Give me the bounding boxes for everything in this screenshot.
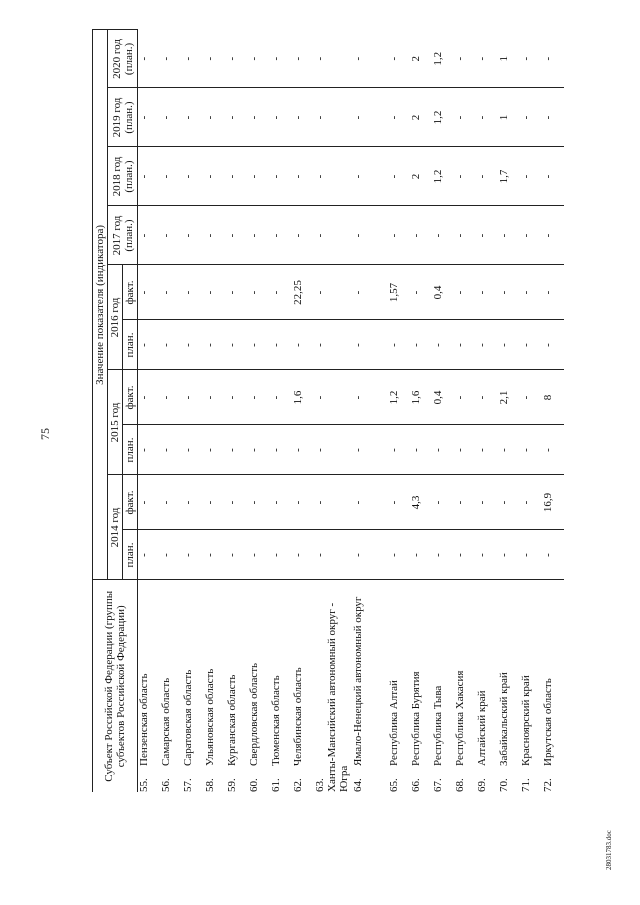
value-cell: -	[270, 530, 292, 580]
value-cell: -	[352, 206, 388, 265]
indicator-header: Значение показателя (индикатора)	[93, 30, 108, 580]
value-cell: -	[498, 475, 520, 530]
value-cell: 0,4	[432, 370, 454, 425]
value-cell: 16,9	[542, 475, 564, 530]
region-cell	[542, 580, 564, 792]
value-cell: -	[248, 370, 270, 425]
row-number: 55.	[138, 778, 150, 792]
value-cell: -	[138, 475, 161, 530]
value-cell: -	[352, 475, 388, 530]
value-cell: -	[542, 265, 564, 320]
fact-2016-header: факт.	[123, 265, 138, 320]
value-cell: -	[248, 530, 270, 580]
region-column-header: Субъект Российской Федерации (группы субъектов Российской Федерации)	[93, 580, 138, 792]
page-number: 75	[38, 428, 52, 440]
value-cell: 2,1	[498, 370, 520, 425]
value-cell: -	[476, 30, 498, 88]
row-number: 68.	[453, 778, 466, 792]
value-cell: -	[454, 206, 476, 265]
value-cell: -	[226, 265, 248, 320]
value-cell: -	[388, 206, 410, 265]
value-cell: -	[182, 88, 204, 147]
value-cell: -	[454, 370, 476, 425]
value-cell: -	[388, 425, 410, 475]
value-cell: -	[248, 88, 270, 147]
value-cell: -	[204, 320, 226, 370]
value-cell: -	[182, 206, 204, 265]
table-row	[248, 30, 270, 792]
value-cell: -	[314, 147, 352, 206]
region-name: Забайкальский край	[497, 672, 510, 766]
year-2018-header: 2018 год (план.)	[108, 147, 138, 206]
value-cell: -	[520, 147, 542, 206]
value-cell: -	[292, 425, 314, 475]
value-cell: -	[248, 475, 270, 530]
fact-2015-header: факт.	[123, 370, 138, 425]
region-name: Свердловская область	[248, 662, 261, 766]
value-cell: -	[388, 147, 410, 206]
value-cell: -	[352, 147, 388, 206]
value-cell: 2	[410, 88, 432, 147]
value-cell: -	[204, 206, 226, 265]
value-cell: 2	[410, 30, 432, 88]
value-cell: -	[226, 475, 248, 530]
value-cell: -	[160, 475, 182, 530]
region-name: Самарская область	[160, 677, 173, 766]
value-cell: -	[454, 88, 476, 147]
value-cell: -	[160, 88, 182, 147]
value-cell: -	[410, 206, 432, 265]
value-cell: -	[138, 206, 161, 265]
value-cell: -	[314, 30, 352, 88]
value-cell: -	[410, 320, 432, 370]
value-cell: -	[270, 320, 292, 370]
region-name: Республика Тыва	[431, 685, 444, 766]
table-row	[520, 30, 542, 792]
value-cell: -	[520, 30, 542, 88]
value-cell: -	[292, 147, 314, 206]
value-cell: 1,2	[432, 147, 454, 206]
value-cell: -	[352, 320, 388, 370]
value-cell: -	[270, 206, 292, 265]
region-cell	[226, 580, 248, 792]
value-cell: -	[138, 88, 161, 147]
region-name: Республика Алтай	[387, 680, 400, 766]
row-number: 71.	[519, 778, 532, 792]
value-cell: -	[160, 147, 182, 206]
value-cell: -	[314, 265, 352, 320]
region-cell	[498, 580, 520, 792]
value-cell: -	[138, 147, 161, 206]
region-cell	[410, 580, 432, 792]
file-name: 28031783.doc	[605, 830, 613, 870]
value-cell: -	[248, 147, 270, 206]
value-cell: -	[542, 425, 564, 475]
value-cell: -	[476, 320, 498, 370]
region-name: Республика Хакасия	[453, 670, 466, 766]
table-row	[498, 30, 520, 792]
value-cell: -	[226, 30, 248, 88]
table-row	[542, 30, 564, 792]
row-number: 58.	[204, 778, 217, 792]
value-cell: 1,2	[432, 88, 454, 147]
table-row	[314, 30, 352, 792]
row-number: 61.	[270, 778, 283, 792]
value-cell: -	[226, 206, 248, 265]
region-name: Саратовская область	[182, 669, 195, 766]
value-cell: -	[138, 320, 161, 370]
region-name: Республика Бурятия	[409, 671, 422, 766]
value-cell: -	[542, 30, 564, 88]
value-cell: -	[454, 475, 476, 530]
region-cell	[314, 580, 352, 792]
table-row	[204, 30, 226, 792]
region-name: Пензенская область	[138, 673, 150, 766]
value-cell: -	[292, 30, 314, 88]
row-number: 70.	[497, 778, 510, 792]
value-cell: -	[204, 425, 226, 475]
indicator-table	[92, 29, 564, 792]
value-cell: -	[520, 530, 542, 580]
value-cell: -	[248, 265, 270, 320]
fact-2014-header: факт.	[123, 475, 138, 530]
value-cell: -	[226, 320, 248, 370]
region-name: Алтайский край	[475, 690, 488, 766]
table-row	[138, 30, 161, 792]
plan-2016-header: план.	[123, 320, 138, 370]
value-cell: -	[432, 320, 454, 370]
value-cell: -	[226, 370, 248, 425]
value-cell: -	[248, 320, 270, 370]
value-cell: -	[182, 475, 204, 530]
row-number: 65.	[387, 778, 400, 792]
region-cell	[388, 580, 410, 792]
value-cell: -	[204, 30, 226, 88]
value-cell: -	[314, 475, 352, 530]
value-cell: 8	[542, 370, 564, 425]
row-number: 56.	[160, 778, 173, 792]
value-cell: -	[182, 147, 204, 206]
value-cell: -	[432, 206, 454, 265]
value-cell: -	[454, 530, 476, 580]
region-cell	[270, 580, 292, 792]
value-cell: -	[410, 265, 432, 320]
value-cell: -	[454, 320, 476, 370]
value-cell: -	[476, 475, 498, 530]
plan-2014-header: план.	[123, 530, 138, 580]
value-cell: -	[432, 425, 454, 475]
value-cell: -	[542, 320, 564, 370]
value-cell: -	[454, 30, 476, 88]
value-cell: -	[226, 425, 248, 475]
value-cell: 1,6	[410, 370, 432, 425]
value-cell: -	[476, 206, 498, 265]
value-cell: -	[292, 320, 314, 370]
value-cell: -	[204, 530, 226, 580]
value-cell: -	[314, 530, 352, 580]
row-number: 69.	[475, 778, 488, 792]
table-row	[226, 30, 248, 792]
value-cell: -	[138, 530, 161, 580]
region-cell	[352, 580, 388, 792]
value-cell: -	[292, 475, 314, 530]
region-cell	[160, 580, 182, 792]
value-cell: -	[248, 206, 270, 265]
value-cell: -	[542, 206, 564, 265]
region-name: Иркутская область	[541, 678, 554, 766]
value-cell: -	[498, 265, 520, 320]
value-cell: -	[454, 265, 476, 320]
value-cell: -	[270, 30, 292, 88]
year-2015-header: 2015 год	[108, 370, 123, 475]
region-name: Ханты-Мансийский автономный округ - Югра	[326, 602, 351, 792]
value-cell: -	[204, 147, 226, 206]
region-name: Ульяновская область	[204, 668, 217, 766]
region-cell	[520, 580, 542, 792]
region-name: Челябинская область	[292, 667, 305, 766]
value-cell: -	[182, 320, 204, 370]
value-cell: -	[204, 265, 226, 320]
value-cell: -	[270, 88, 292, 147]
year-2019-header: 2019 год (план.)	[108, 88, 138, 147]
region-cell	[292, 580, 314, 792]
value-cell: -	[226, 147, 248, 206]
value-cell: 0,4	[432, 265, 454, 320]
region-cell	[432, 580, 454, 792]
value-cell: -	[160, 425, 182, 475]
value-cell: -	[160, 265, 182, 320]
value-cell: -	[520, 88, 542, 147]
region-cell	[454, 580, 476, 792]
table-row	[182, 30, 204, 792]
value-cell: -	[314, 320, 352, 370]
value-cell: -	[388, 320, 410, 370]
value-cell: -	[476, 530, 498, 580]
row-number: 60.	[248, 778, 261, 792]
value-cell: -	[520, 370, 542, 425]
row-number: 62.	[292, 778, 305, 792]
table-row	[410, 30, 432, 792]
row-number: 64.	[352, 778, 365, 792]
value-cell: -	[182, 30, 204, 88]
region-cell	[204, 580, 226, 792]
region-cell	[248, 580, 270, 792]
value-cell: -	[314, 88, 352, 147]
value-cell: 1,6	[292, 370, 314, 425]
value-cell: -	[542, 530, 564, 580]
region-cell	[476, 580, 498, 792]
table-row	[454, 30, 476, 792]
value-cell: -	[388, 475, 410, 530]
value-cell: -	[352, 530, 388, 580]
value-cell: 1,57	[388, 265, 410, 320]
value-cell: -	[520, 425, 542, 475]
table-row	[432, 30, 454, 792]
value-cell: -	[454, 425, 476, 475]
table-row	[388, 30, 410, 792]
value-cell: -	[138, 425, 161, 475]
plan-2015-header: план.	[123, 425, 138, 475]
value-cell: -	[182, 425, 204, 475]
value-cell: -	[226, 530, 248, 580]
row-number: 59.	[226, 778, 239, 792]
value-cell: -	[314, 425, 352, 475]
value-cell: -	[182, 530, 204, 580]
value-cell: -	[352, 88, 388, 147]
value-cell: -	[476, 370, 498, 425]
value-cell: -	[270, 425, 292, 475]
indicator-table-wrapper	[92, 30, 564, 792]
value-cell: -	[160, 30, 182, 88]
value-cell: -	[542, 147, 564, 206]
value-cell: 1,7	[498, 147, 520, 206]
value-cell: 1,2	[432, 30, 454, 88]
year-2020-header: 2020 год (план.)	[108, 30, 138, 88]
value-cell: -	[410, 425, 432, 475]
value-cell: -	[314, 370, 352, 425]
row-number: 63.	[314, 778, 327, 792]
value-cell: 1,2	[388, 370, 410, 425]
value-cell: -	[138, 30, 161, 88]
value-cell: -	[138, 370, 161, 425]
value-cell: -	[292, 530, 314, 580]
value-cell: -	[160, 370, 182, 425]
value-cell: -	[270, 265, 292, 320]
value-cell: 4,3	[410, 475, 432, 530]
region-name: Ямало-Ненецкий автономный округ	[352, 596, 365, 766]
table-row	[160, 30, 182, 792]
value-cell: -	[160, 206, 182, 265]
value-cell: -	[248, 425, 270, 475]
value-cell: -	[432, 475, 454, 530]
value-cell: -	[498, 530, 520, 580]
value-cell: -	[352, 265, 388, 320]
table-row	[352, 30, 388, 792]
year-2014-header: 2014 год	[108, 475, 123, 580]
year-2016-header: 2016 год	[108, 265, 123, 370]
value-cell: -	[270, 147, 292, 206]
value-cell: -	[226, 88, 248, 147]
value-cell: -	[498, 206, 520, 265]
value-cell: -	[520, 206, 542, 265]
value-cell: -	[520, 265, 542, 320]
region-name: Курганская область	[226, 674, 239, 766]
value-cell: -	[292, 206, 314, 265]
row-number: 66.	[409, 778, 422, 792]
value-cell: -	[204, 475, 226, 530]
region-cell	[138, 580, 161, 792]
value-cell: -	[520, 320, 542, 370]
value-cell: -	[314, 206, 352, 265]
value-cell: -	[182, 265, 204, 320]
value-cell: -	[476, 425, 498, 475]
value-cell: -	[160, 530, 182, 580]
year-2017-header: 2017 год (план.)	[108, 206, 138, 265]
value-cell: 1	[498, 88, 520, 147]
value-cell: -	[388, 530, 410, 580]
value-cell: -	[182, 370, 204, 425]
value-cell: 22,25	[292, 265, 314, 320]
value-cell: -	[292, 88, 314, 147]
value-cell: -	[388, 88, 410, 147]
value-cell: -	[432, 530, 454, 580]
value-cell: -	[204, 88, 226, 147]
value-cell: -	[476, 265, 498, 320]
value-cell: -	[410, 530, 432, 580]
value-cell: 2	[410, 147, 432, 206]
table-row	[476, 30, 498, 792]
value-cell: -	[270, 370, 292, 425]
region-cell	[182, 580, 204, 792]
value-cell: -	[520, 475, 542, 530]
region-name: Красноярский край	[519, 675, 532, 766]
value-cell: -	[138, 265, 161, 320]
value-cell: -	[204, 370, 226, 425]
row-number: 57.	[182, 778, 195, 792]
table-row	[292, 30, 314, 792]
value-cell: 1	[498, 30, 520, 88]
value-cell: -	[352, 30, 388, 88]
value-cell: -	[542, 88, 564, 147]
value-cell: -	[248, 30, 270, 88]
value-cell: -	[160, 320, 182, 370]
row-number: 72.	[541, 778, 554, 792]
value-cell: -	[352, 370, 388, 425]
value-cell: -	[270, 475, 292, 530]
value-cell: -	[498, 425, 520, 475]
value-cell: -	[476, 147, 498, 206]
value-cell: -	[352, 425, 388, 475]
table-body	[138, 30, 565, 792]
value-cell: -	[454, 147, 476, 206]
region-name: Тюменская область	[270, 675, 283, 766]
row-number: 67.	[431, 778, 444, 792]
value-cell: -	[388, 30, 410, 88]
value-cell: -	[498, 320, 520, 370]
table-row	[270, 30, 292, 792]
value-cell: -	[476, 88, 498, 147]
